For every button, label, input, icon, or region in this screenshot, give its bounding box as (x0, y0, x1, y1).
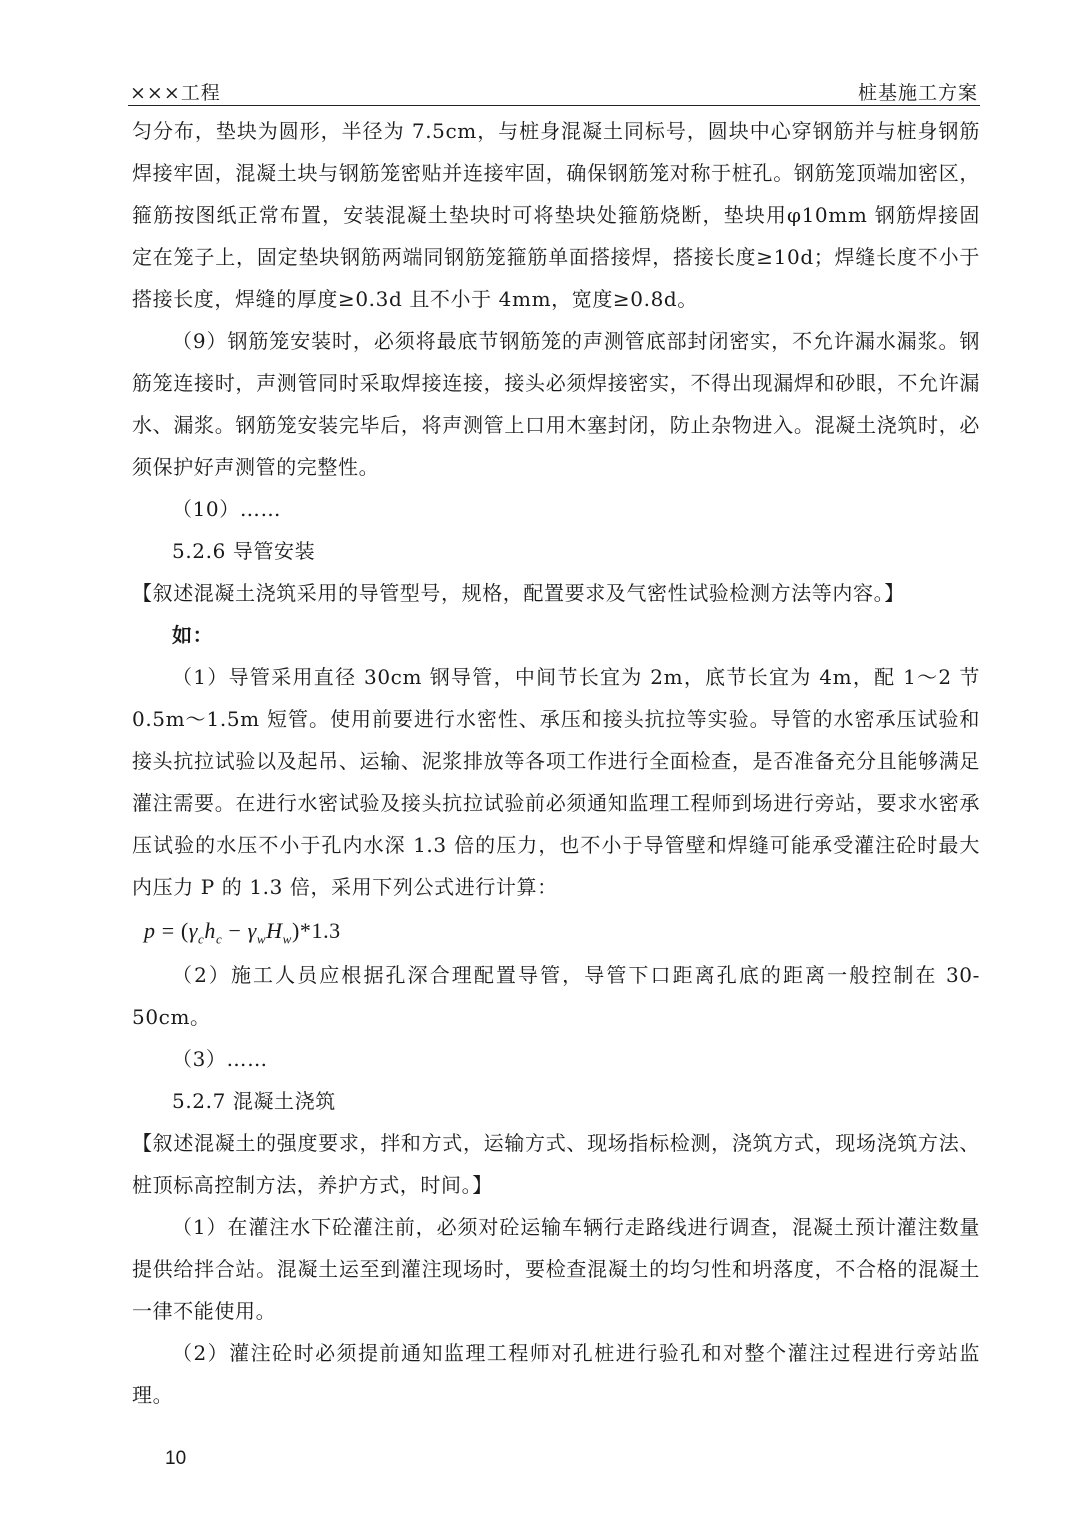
paragraph-concrete-2: （2）灌注砼时必须提前通知监理工程师对孔桩进行验孔和对整个灌注过程进行旁站监理。 (132, 1341, 980, 1407)
paragraph-conduit-2: （2）施工人员应根据孔深合理配置导管，导管下口距离孔底的距离一般控制在 30-50cm。 (132, 963, 980, 1029)
pressure-formula (132, 908, 980, 954)
example-label: 如： (172, 623, 214, 647)
formula-sub-w: w (256, 931, 267, 947)
section-heading-5-2-6: 5.2.6 导管安装 (172, 539, 316, 563)
formula-eq: = ( (155, 918, 189, 943)
formula-sub-w2: w (282, 931, 292, 947)
formula-minus: − (222, 918, 248, 943)
paragraph-item-10: （10）…… (172, 497, 282, 521)
formula-sub-c2: c (216, 931, 223, 947)
formula-tail: )*1.3 (291, 918, 341, 943)
formula-h: h (204, 918, 217, 943)
paragraph-concrete-1: （1）在灌注水下砼灌注前，必须对砼运输车辆行走路线进行调查，混凝土预计灌注数量提供给拌合站。混凝土运至到灌注现场时，要检查混凝土的均匀性和坍落度，不合格的混凝土一律不能使用。 (132, 1215, 980, 1323)
paragraph-conduit-1: （1）导管采用直径 30cm 钢导管，中间节长宜为 2m，底节长宜为 4m，配 1～2 节 0.5m～1.5m 短管。使用前要进行水密性、承压和接头抗拉等实验。导管的水密承压试验和接头抗拉试验以及起吊、运输、泥浆排放等各项工作进行全面检查，是否准备充分且能够满足灌注需要。在进行水密试验及接头抗拉试验前必须通知监理工程师到场进行旁站，要求水密承压试验的水压不小于孔内水深 1.3 倍的压力，也不小于导管壁和焊缝可能承受灌注砼时最大内压力 P 的 1.3 倍，采用下列公式进行计算： (132, 665, 980, 899)
page-number: 10 (165, 1448, 187, 1469)
formula-H: H (266, 918, 283, 943)
formula-sub-c: c (198, 931, 205, 947)
header-document-title: 桩基施工方案 (857, 82, 978, 104)
formula-p: p (144, 918, 156, 943)
instruction-note-conduit: 【叙述混凝土浇筑采用的导管型号，规格，配置要求及气密性试验检测方法等内容。】 (132, 581, 905, 605)
formula-gamma-c: γ (188, 918, 199, 943)
paragraph-item-9: （9）钢筋笼安装时，必须将最底节钢筋笼的声测管底部封闭密实，不允许漏水漏浆。钢筋笼连接时，声测管同时采取焊接连接，接头必须焊接密实，不得出现漏焊和砂眼，不允许漏水、漏浆。钢筋笼安装完毕后，将声测管上口用木塞封闭，防止杂物进入。混凝土浇筑时，必须保护好声测管的完整性。 (132, 329, 980, 479)
paragraph-spacer-blocks: 匀分布，垫块为圆形，半径为 7.5cm，与桩身混凝土同标号，圆块中心穿钢筋并与桩身钢筋焊接牢固，混凝土块与钢筋笼密贴并连接牢固，确保钢筋笼对称于桩孔。钢筋笼顶端加密区，箍筋按图纸正常布置，安装混凝土垫块时可将垫块处箍筋烧断，垫块用φ10mm 钢筋焊接固定在笼子上，固定垫块钢筋两端同钢筋笼箍筋单面搭接焊，搭接长度≥10d；焊缝长度不小于搭接长度，焊缝的厚度≥0.3d 且不小于 4mm，宽度≥0.8d。 (132, 119, 980, 311)
paragraph-conduit-3: （3）…… (172, 1047, 268, 1071)
document-body (132, 110, 980, 1416)
header-divider (128, 105, 980, 106)
header-project-title: ×××工程 (130, 82, 221, 104)
section-heading-5-2-7: 5.2.7 混凝土浇筑 (172, 1089, 336, 1113)
formula-gamma-w: γ (247, 918, 257, 943)
instruction-note-concrete: 【叙述混凝土的强度要求，拌和方式，运输方式、现场指标检测，浇筑方式，现场浇筑方法、桩顶标高控制方法，养护方式，时间。】 (132, 1131, 980, 1197)
